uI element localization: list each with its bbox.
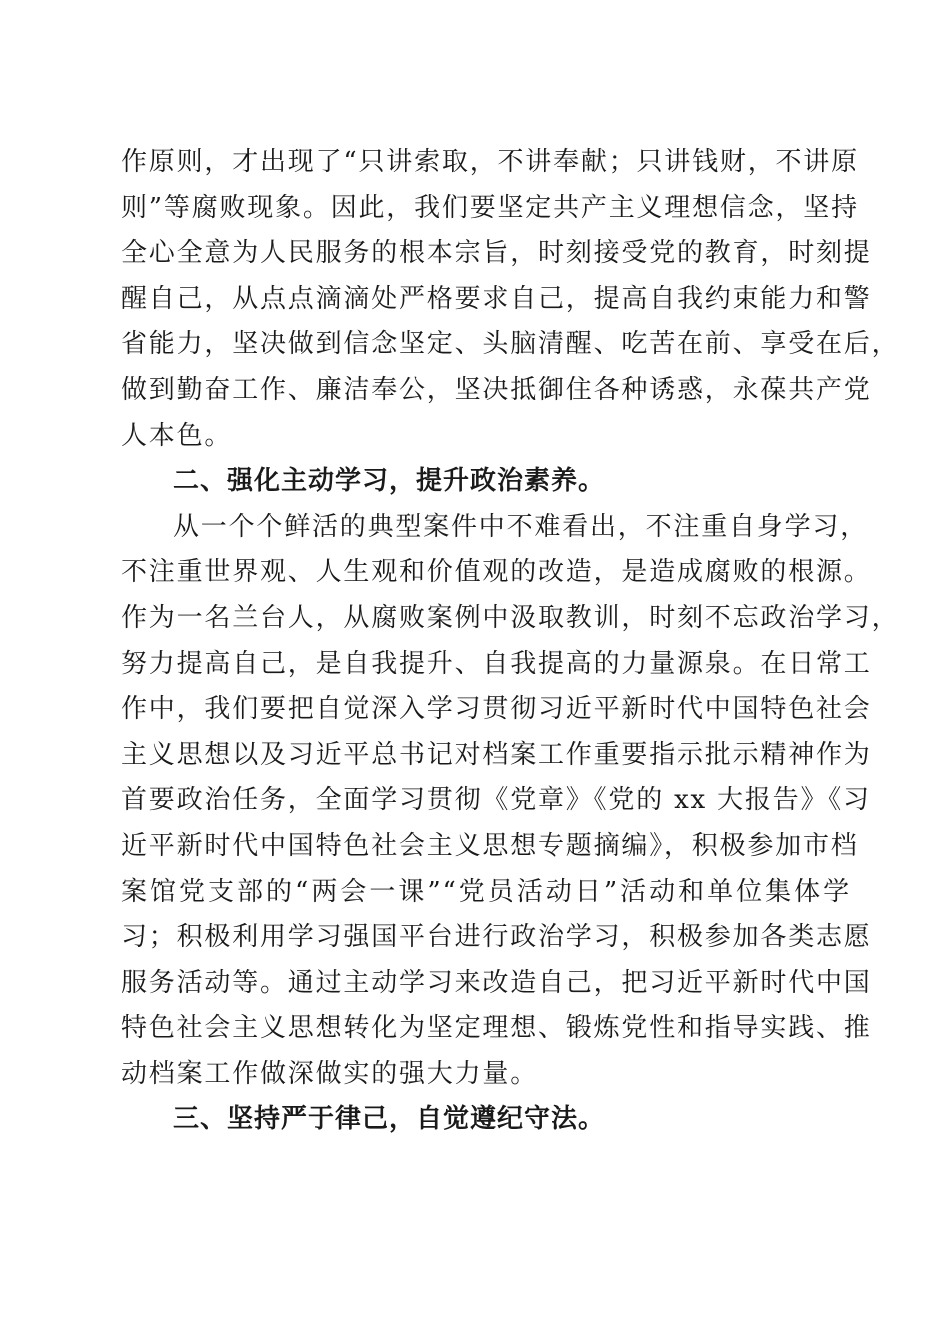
section-heading-3: 三、坚持严于律己，自觉遵纪守法。 — [173, 1104, 606, 1135]
paragraph-2-line: 不注重世界观、人生观和价值观的改造，是造成腐败的根源。 — [121, 557, 872, 588]
paragraph-2-line: 首要政治任务，全面学习贯彻《党章》《党的 xx 大报告》《习 — [121, 785, 871, 816]
paragraph-2-line: 习；积极利用学习强国平台进行政治学习，积极参加各类志愿 — [121, 922, 872, 953]
paragraph-1-line: 省能力，坚决做到信念坚定、头脑清醒、吃苦在前、享受在后， — [121, 329, 900, 360]
paragraph-1-line: 人本色。 — [121, 420, 233, 451]
paragraph-2-line: 特色社会主义思想转化为坚定理想、锻炼党性和指导实践、推 — [121, 1013, 872, 1044]
paragraph-2-line: 作为一名兰台人，从腐败案例中汲取教训，时刻不忘政治学习， — [121, 602, 900, 633]
paragraph-2-line: 近平新时代中国特色社会主义思想专题摘编》，积极参加市档 — [121, 830, 859, 861]
paragraph-2-line: 努力提高自己，是自我提升、自我提高的力量源泉。在日常工 — [121, 648, 872, 679]
paragraph-1-line: 做到勤奋工作、廉洁奉公，坚决抵御住各种诱惑，永葆共产党 — [121, 374, 872, 405]
paragraph-2-line: 从一个个鲜活的典型案件中不难看出，不注重自身学习， — [173, 511, 869, 542]
paragraph-1-line: 作原则，才出现了“只讲索取，不讲奉献；只讲钱财，不讲原 — [121, 147, 859, 177]
section-heading-2: 二、强化主动学习，提升政治素养。 — [173, 466, 606, 497]
paragraph-1-line: 则”等腐败现象。因此，我们要坚定共产主义理想信念，坚持 — [121, 192, 859, 223]
paragraph-1-line: 醒自己，从点点滴滴处严格要求自己，提高自我约束能力和警 — [121, 283, 872, 314]
paragraph-1-line: 全心全意为人民服务的根本宗旨，时刻接受党的教育，时刻提 — [121, 238, 872, 269]
paragraph-2-line: 作中，我们要把自觉深入学习贯彻习近平新时代中国特色社会 — [121, 694, 872, 725]
paragraph-2-line: 案馆党支部的“两会一课”“党员活动日”活动和单位集体学 — [121, 876, 851, 907]
paragraph-2-line: 动档案工作做深做实的强大力量。 — [121, 1058, 539, 1089]
paragraph-2-line: 主义思想以及习近平总书记对档案工作重要指示批示精神作为 — [121, 739, 872, 770]
document-body — [121, 140, 900, 1143]
paragraph-2-line: 服务活动等。通过主动学习来改造自己，把习近平新时代中国 — [121, 967, 872, 998]
